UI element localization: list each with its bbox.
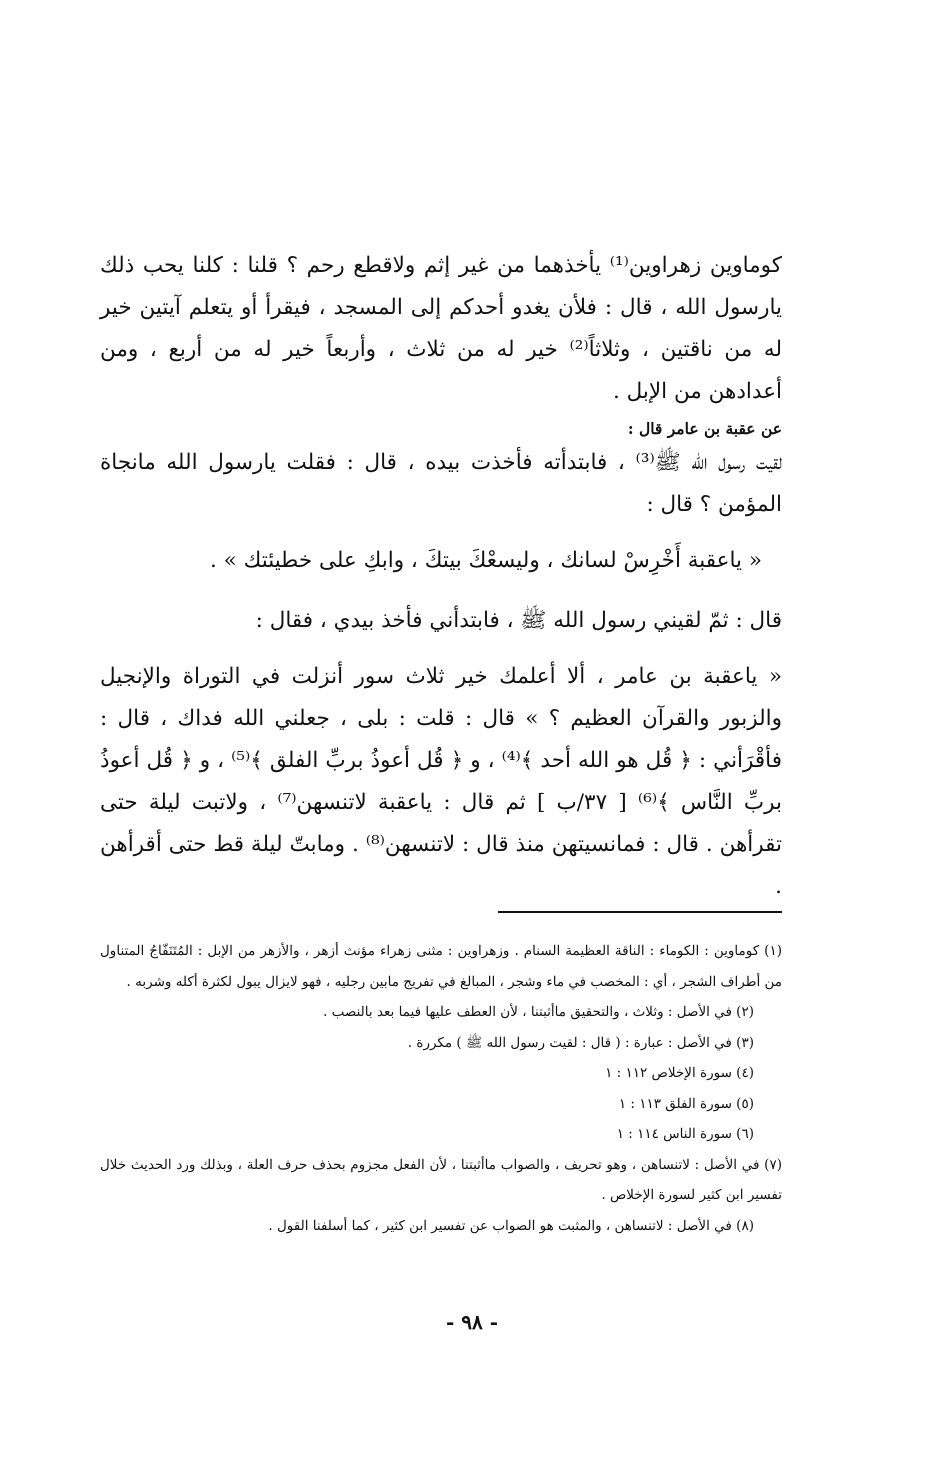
footnote-3: (٣) في الأصل : عبارة : ( قال : لقيت رسول الله ﷺ ) مكررة . — [407, 1034, 754, 1051]
paragraph-4-block — [100, 656, 782, 908]
page-number: - ٩٨ - — [445, 1310, 498, 1334]
paragraph-2: لقيت رسول الله ﷺ⁽³⁾ ، فابتدأته فأخذت بيده ، قال : فقلت يارسول الله مانجاة المؤمن ؟ قال : — [100, 450, 782, 517]
quote-block — [100, 540, 782, 582]
footnote-4: (٤) سورة الإخلاص ١١٢ : ١ — [605, 1065, 754, 1081]
quote-1: « ياعقبة أَخْرِسْ لسانك ، وليسعْكَ بيتكَ ، وابكِ على خطيئتك » . — [209, 548, 762, 573]
footnote-divider — [498, 911, 782, 913]
paragraph-3: قال : ثمّ لقيني رسول الله ﷺ ، فابتدأني فأخذ بيدي ، فقال : — [255, 608, 782, 633]
footnote-1: (١) كوماوين : الكوماء : الناقة العظيمة السنام . وزهراوين : مثنى زهراء مؤنث أزهر ، والأزهر من الإبل : المُتَنَفّاجُ المتناول من أطراف الشجر ، أي : المخصب في ماء وشجر ، المبالغ في تفريج مابين رجليه ، فهو لايزال يبول لكثرة أكله وشربه . — [100, 943, 782, 990]
section-heading: عن عقبة بن عامر قال : — [627, 419, 782, 438]
footnote-8: (٨) في الأصل : لاتنساهن ، والمثبت هو الصواب عن تفسير ابن كثير ، كما أسلفنا القول . — [268, 1217, 754, 1234]
paragraph-1: كوماوين زهراوين⁽¹⁾ يأخذهما من غير إثم ولاقطع رحم ؟ قلنا : كلنا يحب ذلك يارسول الله ، قال : فلأن يغدو أحدكم إلى المسجد ، فيقرأ أو يتعلم آيتين خير له من ناقتين ، وثلاثاً⁽²⁾ خير له من ثلاث ، وأربعاً خير له من أربع ، ومن أعدادهن من الإبل . — [100, 253, 783, 404]
footnotes — [100, 936, 782, 1241]
footnote-5: (٥) سورة الفلق ١١٣ : ١ — [618, 1095, 754, 1112]
paragraph-3-block — [100, 600, 782, 642]
footnote-7: (٧) في الأصل : لاتنساهن ، وهو تحريف ، والصواب ماأثبتنا ، لأن الفعل مجزوم بحذف حرف العلة ، وبذلك ورد الحديث خلال تفسير ابن كثير لسورة الإخلاص . — [100, 1156, 782, 1203]
main-text — [100, 245, 782, 413]
footnote-6: (٦) سورة الناس ١١٤ : ١ — [616, 1126, 754, 1142]
footnote-2: (٢) في الأصل : وثلاث ، والتحقيق ماأثبتنا ، لأن العطف عليها فيما بعد بالنصب . — [323, 1004, 754, 1020]
paragraph-4: « ياعقبة بن عامر ، ألا أعلمك خير ثلاث سور أنزلت في التوراة والإنجيل والزبور والقرآن العظيم ؟ » قال : قلت : بلى ، جعلني الله فداك ، قال : فأقْرَأني : ﴿ قُل هو الله أحد ﴾⁽⁴⁾ ، و ﴿ قُل أعوذُ بربِّ الفلق ﴾⁽⁵⁾ ، و ﴿ قُل أعوذُ بربِّ النَّاس ﴾⁽⁶⁾ [ ٣٧/ب ] ثم قال : ياعقبة لاتنسهن⁽⁷⁾ ، ولاتبت ليلة حتى تقرأهن . قال : فمانسيتهن منذ قال : لاتنسهن⁽⁸⁾ . ومابتّ ليلة قط حتى أقرأهن . — [100, 664, 782, 899]
hadith-section — [100, 416, 782, 526]
